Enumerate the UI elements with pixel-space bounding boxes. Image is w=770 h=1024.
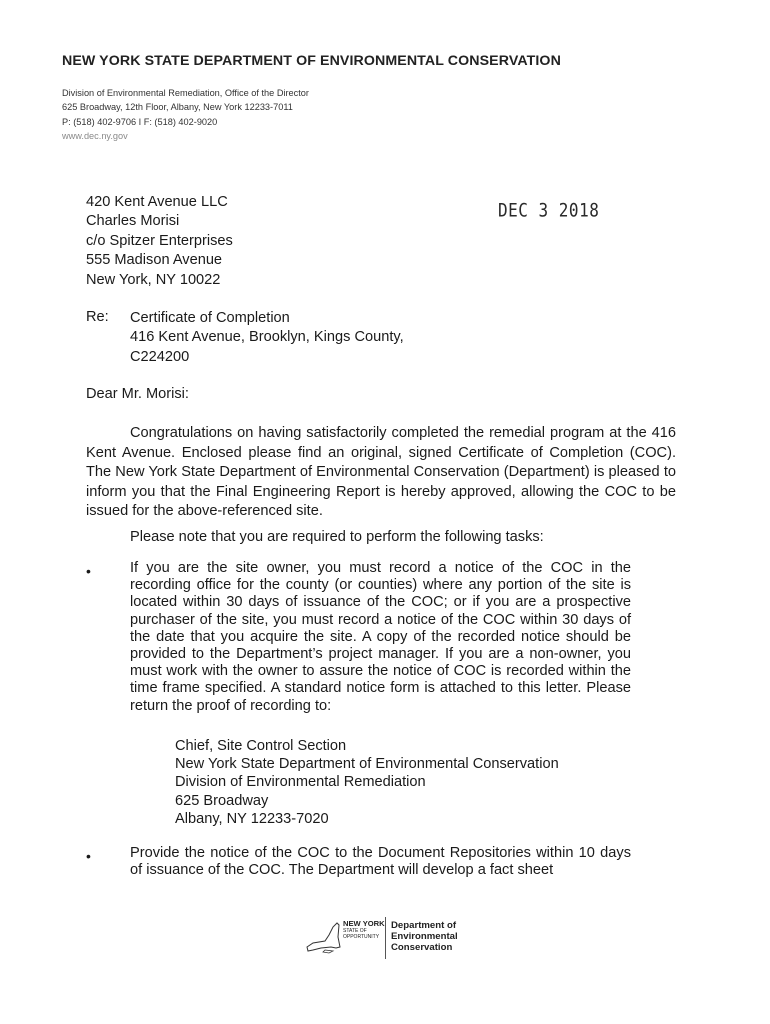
phone-fax: P: (518) 402-9706 I F: (518) 402-9020 bbox=[62, 116, 218, 127]
logo-divider bbox=[385, 917, 386, 959]
return-address-line: 625 Broadway bbox=[175, 792, 269, 809]
footer-logo bbox=[303, 915, 473, 963]
task-intro: Please note that you are required to perform the following tasks: bbox=[130, 529, 544, 545]
bullet-marker: • bbox=[86, 563, 91, 579]
re-label: Re: bbox=[86, 309, 109, 325]
task-bullet-repositories: Provide the notice of the COC to the Document Repositories within 10 days of issuance of the COC. The Department will develop a fact sheet bbox=[130, 845, 631, 879]
office-address: 625 Broadway, 12th Floor, Albany, New York 12233-7011 bbox=[62, 102, 293, 113]
return-address-line: Division of Environmental Remediation bbox=[175, 774, 426, 791]
dept-line: Department of bbox=[391, 920, 457, 931]
bullet-marker: • bbox=[86, 848, 91, 864]
return-address-line: Albany, NY 12233-7020 bbox=[175, 810, 329, 827]
nys-wordmark bbox=[343, 920, 385, 940]
paragraph-text: Congratulations on having satisfactorily completed the remedial program at the 416 Kent Avenue. Enclosed please find an original, signed Certificate of Completion (COC). The New York State Department of Environmental Conservation (Department) is pleased to inform you that the Final Engineering Report is hereby approved, allowing the COC to be issued for the above-referenced site. bbox=[86, 425, 676, 520]
division-line: Division of Environmental Remediation, Office of the Director bbox=[62, 88, 309, 98]
date-stamp: DEC 3 2018 bbox=[498, 199, 600, 221]
recipient-line: Charles Morisi bbox=[86, 213, 180, 230]
nys-line: STATE OF bbox=[343, 927, 367, 934]
recipient-line: New York, NY 10022 bbox=[86, 271, 221, 288]
nys-line: NEW YORK bbox=[343, 919, 385, 928]
nys-line: OPPORTUNITY bbox=[343, 933, 380, 940]
re-subject bbox=[130, 309, 404, 367]
return-address-line: Chief, Site Control Section bbox=[175, 738, 347, 754]
re-line: C224200 bbox=[130, 348, 190, 365]
recipient-address bbox=[86, 193, 233, 290]
dept-line: Environmental bbox=[391, 931, 458, 943]
recipient-line: 420 Kent Avenue LLC bbox=[86, 194, 228, 210]
salutation: Dear Mr. Morisi: bbox=[86, 386, 189, 402]
website-link[interactable]: www.dec.ny.gov bbox=[62, 131, 128, 142]
new-york-state-map-icon bbox=[303, 917, 343, 957]
recipient-line: c/o Spitzer Enterprises bbox=[86, 232, 233, 249]
return-address bbox=[175, 737, 559, 828]
letterhead-contact bbox=[62, 86, 309, 144]
re-line: 416 Kent Avenue, Brooklyn, Kings County, bbox=[130, 329, 404, 346]
dec-wordmark bbox=[391, 920, 458, 954]
body-paragraph bbox=[86, 424, 676, 522]
recipient-line: 555 Madison Avenue bbox=[86, 252, 223, 269]
return-address-line: New York State Department of Environmental Conservation bbox=[175, 756, 559, 773]
re-line: Certificate of Completion bbox=[130, 310, 290, 326]
agency-name: NEW YORK STATE DEPARTMENT OF ENVIRONMENTAL CONSERVATION bbox=[62, 53, 561, 69]
task-bullet-record-notice: If you are the site owner, you must record a notice of the COC in the recording office for the county (or counties) where any portion of the site is located within 30 days of issuance of the COC; or if you are a prospective purchaser of the site, you must record a notice of the COC within 30 days of the date that you acquire the site. A copy of the recorded notice should be provided to the Department’s project manager. If you are a non-owner, you must work with the owner to assure the notice of COC is recorded within the time frame specified. A standard notice form is attached to this letter. Please return the proof of recording to: bbox=[130, 560, 631, 714]
dept-line: Conservation bbox=[391, 942, 453, 954]
